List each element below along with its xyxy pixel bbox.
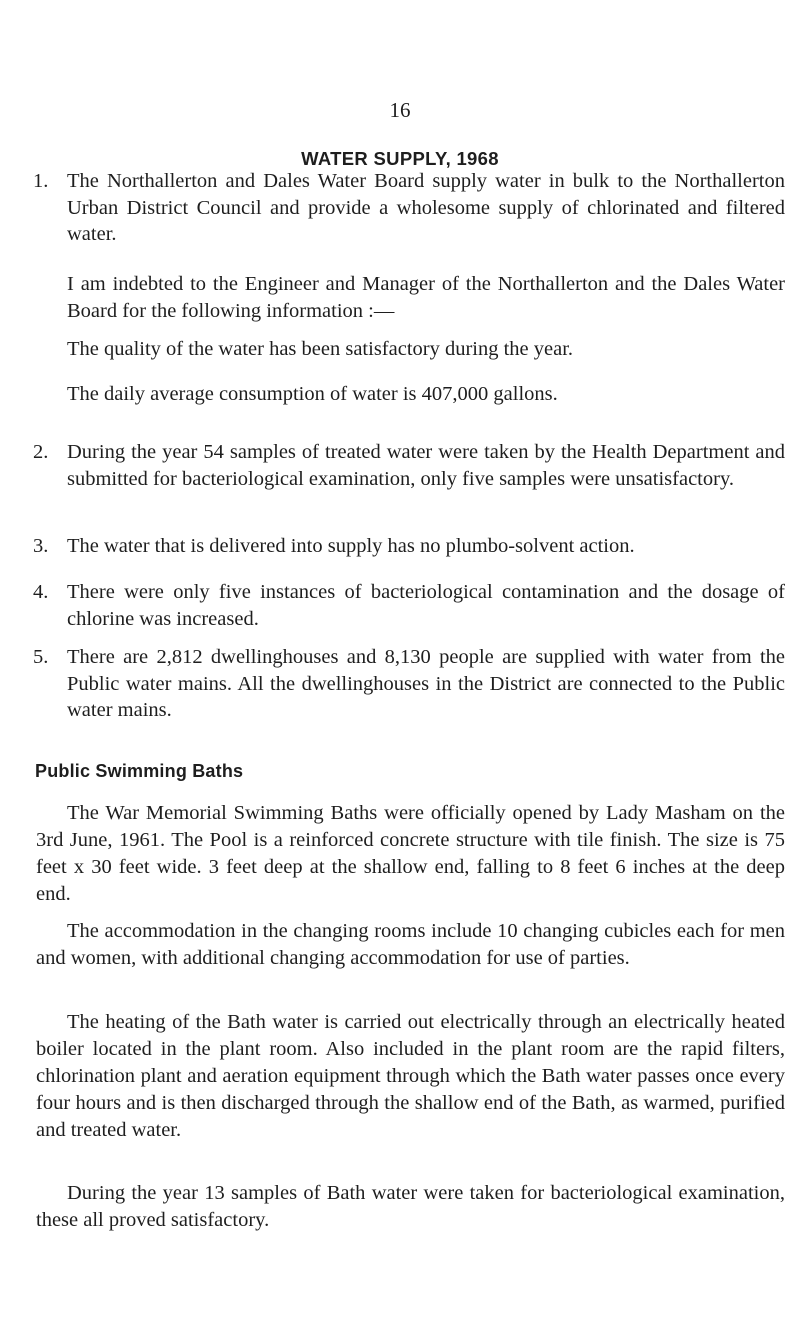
water-supply-item-4 [33,579,785,632]
water-supply-heading: WATER SUPPLY, 1968 [301,148,499,169]
item-number: 2. [33,441,49,463]
water-supply-item-3 [33,533,785,560]
water-supply-item-5 [33,644,785,724]
item-text: The water that is delivered into supply has no plumbo-solvent action. [67,535,635,557]
item-number: 5. [33,646,49,668]
baths-paragraph-3: The heating of the Bath water is carried out electrically through an electrically heated boiler located in the plant room. Also included in the plant room are the rapid filters, chlorination plant and aeration equipment through which the Bath water passes once every four hours and is then discharged through the shallow end of the Bath, as warmed, purified and treated water. [36,1011,785,1141]
page-number: 16 [389,98,411,122]
item-number: 4. [33,581,49,603]
swimming-baths-heading: Public Swimming Baths [35,761,244,781]
item-number: 1. [33,170,49,192]
water-supply-item-2 [33,439,785,492]
info-paragraph: I am indebted to the Engineer and Manager of the Northallerton and the Dales Water Board for the following information :— [67,273,785,322]
quality-paragraph: The quality of the water has been satisfactory during the year. [67,338,574,360]
item-number: 3. [33,535,49,557]
item-text: During the year 54 samples of treated water were taken by the Health Department and submitted for bacteriological examination, only five samples were unsatisfactory. [67,441,785,490]
consumption-paragraph: The daily average consumption of water is 407,000 gallons. [67,383,558,405]
item-text: The Northallerton and Dales Water Board supply water in bulk to the Northallerton Urban District Council and provide a wholesome supply of chlorinated and filtered water. [67,170,785,245]
item-text: There were only five instances of bacteriological contamination and the dosage of chlorine was increased. [67,581,785,630]
baths-paragraph-1: The War Memorial Swimming Baths were officially opened by Lady Masham on the 3rd June, 1961. The Pool is a reinforced concrete structure with tile finish. The size is 75 feet x 30 feet wide. 3 feet deep at the shallow end, falling to 8 feet 6 inches at the deep end. [36,802,785,905]
baths-paragraph-4: During the year 13 samples of Bath water were taken for bacteriological examination, these all proved satisfactory. [36,1182,785,1231]
baths-paragraph-2: The accommodation in the changing rooms include 10 changing cubicles each for men and women, with additional changing accommodation for use of parties. [36,920,785,969]
item-text: There are 2,812 dwellinghouses and 8,130 people are supplied with water from the Public water mains. All the dwellinghouses in the District are connected to the Public water mains. [67,646,785,721]
water-supply-item-1 [33,168,785,248]
